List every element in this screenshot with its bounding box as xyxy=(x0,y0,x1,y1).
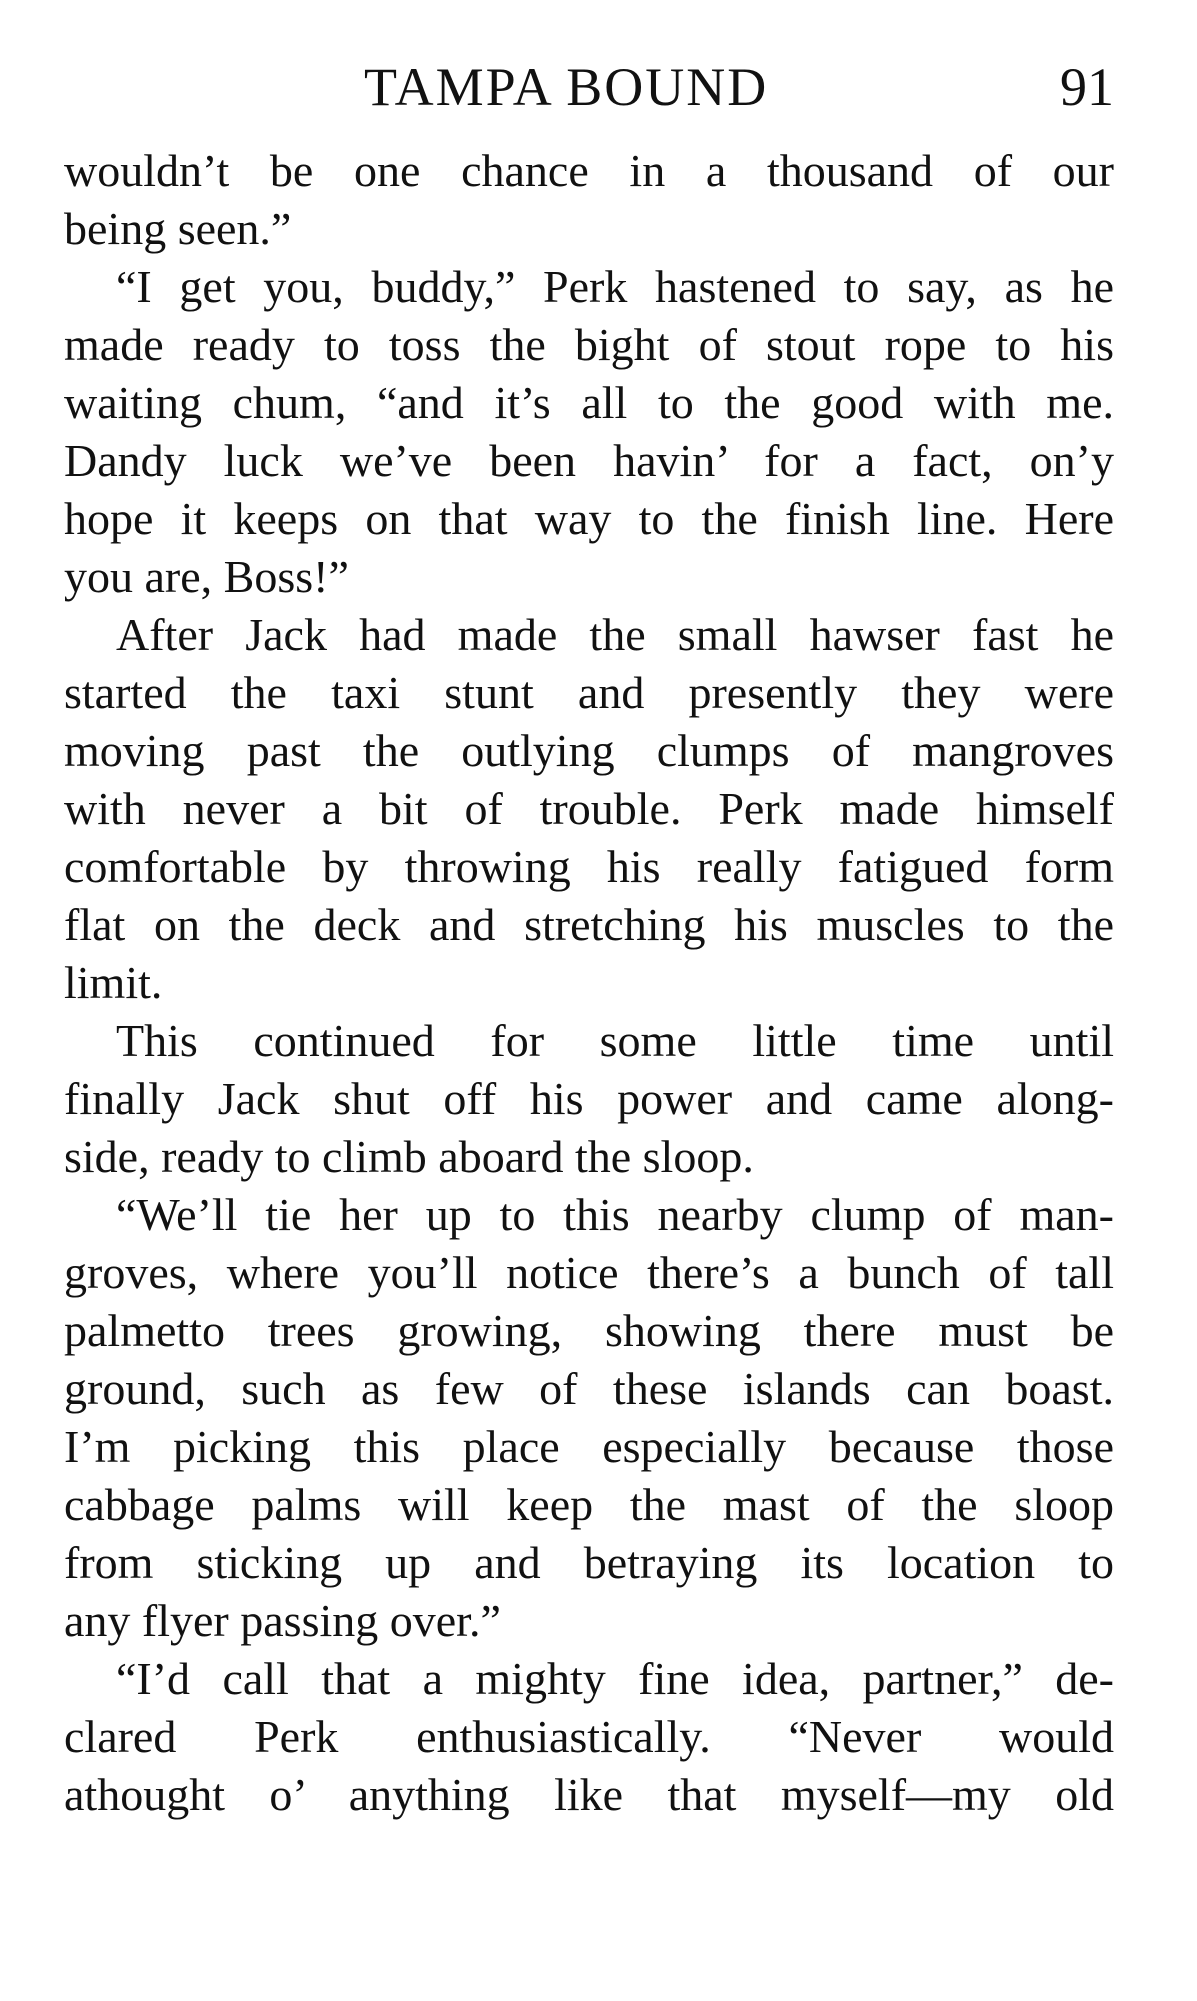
text-line: from sticking up and betraying its location to xyxy=(64,1537,1114,1588)
text-line: clared Perk enthusiastically. “Never would xyxy=(64,1711,1114,1762)
text-line: wouldn’t be one chance in a thousand of our xyxy=(64,145,1114,196)
text-line: waiting chum, “and it’s all to the good with me. xyxy=(64,377,1114,428)
text-line: “I’d call that a mighty fine idea, partner,” de- xyxy=(116,1653,1114,1704)
text-line: After Jack had made the small hawser fast he xyxy=(116,609,1114,660)
text-line: “I get you, buddy,” Perk hastened to say, as he xyxy=(116,261,1114,312)
text-line: finally Jack shut off his power and came along- xyxy=(64,1073,1114,1124)
text-line: cabbage palms will keep the mast of the sloop xyxy=(64,1479,1114,1530)
text-line: comfortable by throwing his really fatigued form xyxy=(64,841,1114,892)
text-line: “We’ll tie her up to this nearby clump of man- xyxy=(116,1189,1114,1240)
text-line: made ready to toss the bight of stout rope to his xyxy=(64,319,1114,370)
text-line: Dandy luck we’ve been havin’ for a fact, on’y xyxy=(64,435,1114,486)
text-line: being seen.” xyxy=(64,203,292,254)
text-line: This continued for some little time until xyxy=(116,1015,1114,1066)
text-line: any flyer passing over.” xyxy=(64,1595,501,1646)
text-line: moving past the outlying clumps of mangroves xyxy=(64,725,1114,776)
text-line: you are, Boss!” xyxy=(64,551,349,602)
text-line: I’m picking this place especially because those xyxy=(64,1421,1114,1472)
text-line: side, ready to climb aboard the sloop. xyxy=(64,1131,754,1182)
text-line: started the taxi stunt and presently they were xyxy=(64,667,1114,718)
text-line: athought o’ anything like that myself—my old xyxy=(64,1769,1114,1820)
text-line: palmetto trees growing, showing there must be xyxy=(64,1305,1114,1356)
page-number: 91 xyxy=(1060,57,1114,117)
text-line: limit. xyxy=(64,957,163,1008)
text-line: flat on the deck and stretching his muscles to the xyxy=(64,899,1114,950)
text-line: ground, such as few of these islands can boast. xyxy=(64,1363,1114,1414)
text-line: with never a bit of trouble. Perk made himself xyxy=(64,783,1114,834)
running-header xyxy=(64,52,1114,122)
text-line: hope it keeps on that way to the finish line. Here xyxy=(64,493,1114,544)
running-title: TAMPA BOUND xyxy=(364,57,769,117)
body-text xyxy=(64,142,1114,1824)
text-line: groves, where you’ll notice there’s a bunch of tall xyxy=(64,1247,1114,1298)
